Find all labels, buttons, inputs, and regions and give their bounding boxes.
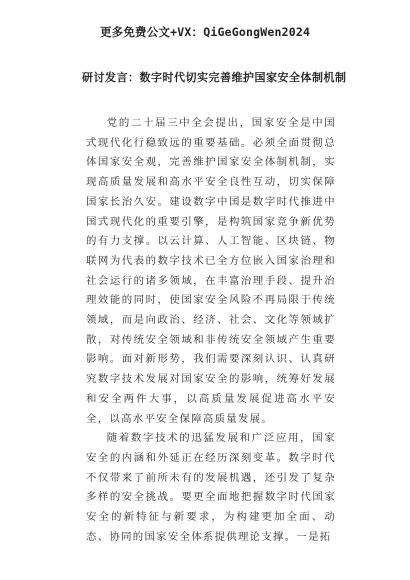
page-header: 更多免费公文+VX：QiGeGongWen2024: [99, 25, 311, 39]
document-title: 研讨发言：数字时代切实完善维护国家安全体制机制: [82, 71, 347, 84]
document-body: [86, 114, 336, 547]
body-paragraph-2: 随着数字技术的迅猛发展和广泛应用，国家安全的内涵和外延正在经历深刻变革。数字时代不仅带来了前所未有的发展机遇，还引发了复杂多样的安全挑战。要更全面地把握数字时代国家安全的新特征与新要求，为构建更加全面、动态、协同的国家安全体系提供理论支撑。一是拓: [86, 432, 336, 543]
body-paragraph-1: 党的二十届三中全会提出，国家安全是中国式现代化行稳致远的重要基础。必须全面贯彻总体国家安全观，完善维护国家安全体制机制，实现高质量发展和高水平安全良性互动，切实保障国家长治久安。建设数字中国是数字时代推进中国式现代化的重要引擎，是构筑国家竞争新优势的有力支撑。以云计算、人工智能、区块链、物联网为代表的数字技术已全方位嵌入国家治理和社会运行的诸多领域，在丰富治理手段、提升治理效能的同时，使国家安全风险不再局限于传统领域，而是向政治、经济、社会、文化等领域扩散，对传统安全领域和非传统安全领域产生重要影响。面对新形势，我们需要深刻认识、认真研究数字技术发展对国家安全的影响，统筹好发展和安全两件大事，以高质量发展促进高水平安全，以高水平安全保障高质量发展。: [86, 117, 336, 425]
